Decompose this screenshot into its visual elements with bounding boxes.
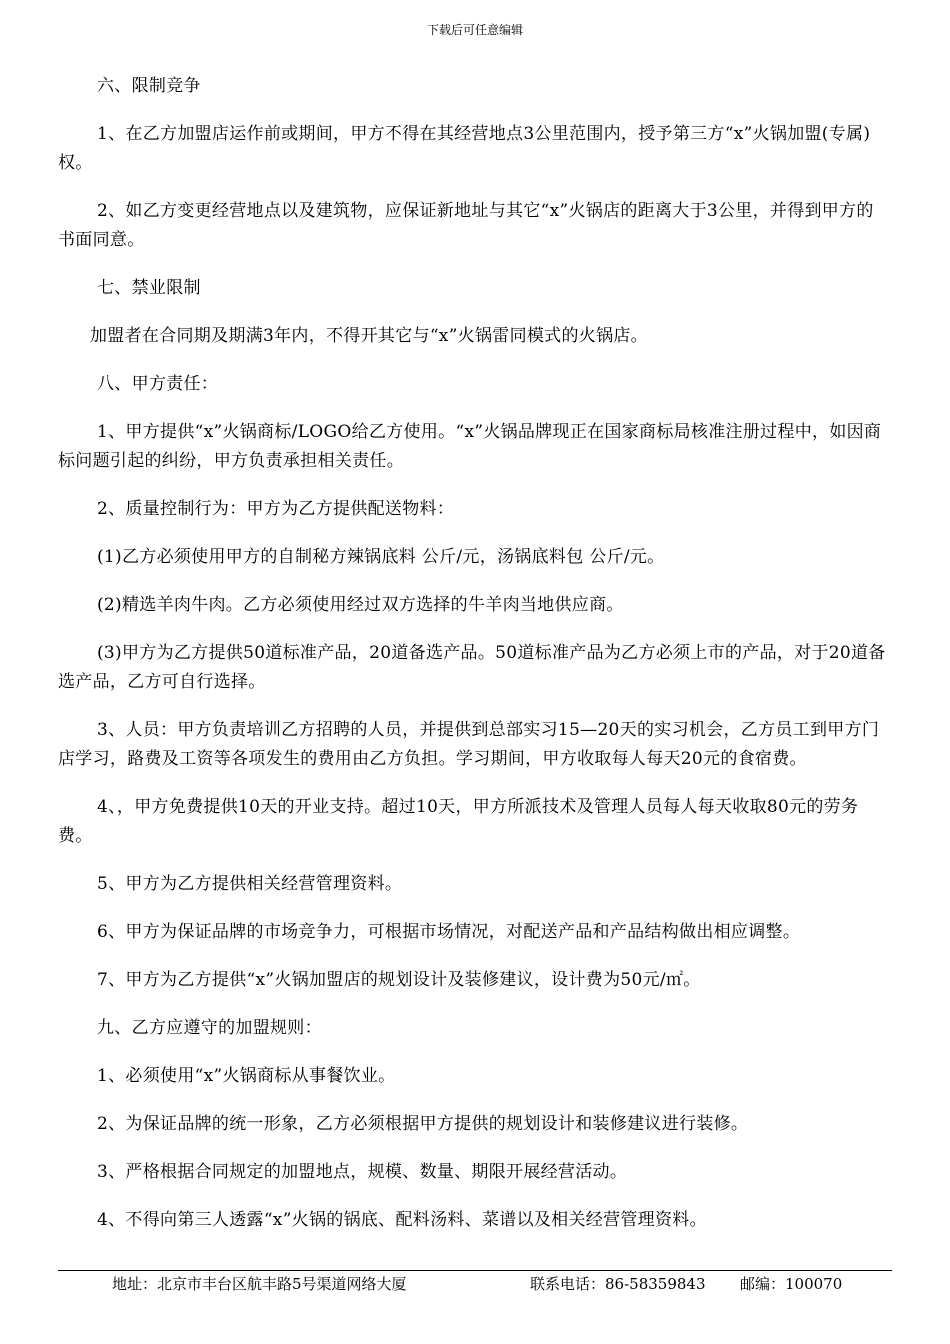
page-header-note: 下载后可任意编辑 [426,23,523,37]
clause-9-1: 1、必须使用“x”火锅商标从事餐饮业。 [97,1066,396,1086]
clause-8-5: 5、甲方为乙方提供相关经营管理资料。 [97,874,403,894]
clause-7-text: 加盟者在合同期及期满3年内，不得开其它与“x”火锅雷同模式的火锅店。 [90,326,648,346]
clause-6-1: 1、在乙方加盟店运作前或期间，甲方不得在其经营地点3公里范围内，授予第三方“x”火锅加盟(专属)权。 [58,124,871,173]
document-body [58,72,890,1254]
clause-8-2-1: (1)乙方必须使用甲方的自制秘方辣锅底料 公斤/元，汤锅底料包 公斤/元。 [97,547,665,567]
section-heading-franchise-rules: 九、乙方应遵守的加盟规则： [97,1018,322,1038]
footer-zip: 邮编：100070 [740,1275,843,1293]
clause-8-2-3: (3)甲方为乙方提供50道标准产品，20道备选产品。50道标准产品为乙方必须上市的产品，对于20道备选产品，乙方可自行选择。 [58,643,886,692]
clause-9-3: 3、严格根据合同规定的加盟地点，规模、数量、期限开展经营活动。 [97,1162,628,1182]
clause-9-2: 2、为保证品牌的统一形象，乙方必须根据甲方提供的规划设计和装修建议进行装修。 [97,1114,749,1134]
clause-8-1: 1、甲方提供“x”火锅商标/LOGO给乙方使用。“x”火锅品牌现正在国家商标局核准注册过程中，如因商标问题引起的纠纷，甲方负责承担相关责任。 [58,422,882,471]
footer-phone: 联系电话：86-58359843 [530,1275,706,1293]
clause-8-7: 7、甲方为乙方提供“x”火锅加盟店的规划设计及装修建议，设计费为50元/㎡。 [97,970,701,990]
clause-8-2-2: (2)精选羊肉牛肉。乙方必须使用经过双方选择的牛羊肉当地供应商。 [97,595,624,615]
section-heading-party-a-duties: 八、甲方责任： [97,374,219,394]
clause-6-2: 2、如乙方变更经营地点以及建筑物，应保证新地址与其它“x”火锅店的距离大于3公里，并得到甲方的书面同意。 [58,201,874,250]
clause-8-3: 3、人员：甲方负责培训乙方招聘的人员，并提供到总部实习15—20天的实习机会，乙方员工到甲方门店学习，路费及工资等各项发生的费用由乙方负担。学习期间，甲方收取每人每天20元的食宿费。 [58,720,880,769]
section-heading-restrict-competition: 六、限制竞争 [97,76,201,96]
clause-8-4: 4、，甲方免费提供10天的开业支持。超过10天，甲方所派技术及管理人员每人每天收取80元的劳务费。 [58,797,859,846]
section-heading-noncompete: 七、禁业限制 [97,278,201,298]
clause-8-6: 6、甲方为保证品牌的市场竞争力，可根据市场情况，对配送产品和产品结构做出相应调整。 [97,922,801,942]
clause-8-2: 2、质量控制行为：甲方为乙方提供配送物料： [97,499,455,519]
footer-address: 地址：北京市丰台区航丰路5号渠道网络大厦 [112,1275,407,1293]
page-footer [0,1274,950,1296]
clause-9-4: 4、不得向第三人透露“x”火锅的锅底、配料汤料、菜谱以及相关经营管理资料。 [97,1210,707,1230]
footer-divider [58,1270,892,1271]
